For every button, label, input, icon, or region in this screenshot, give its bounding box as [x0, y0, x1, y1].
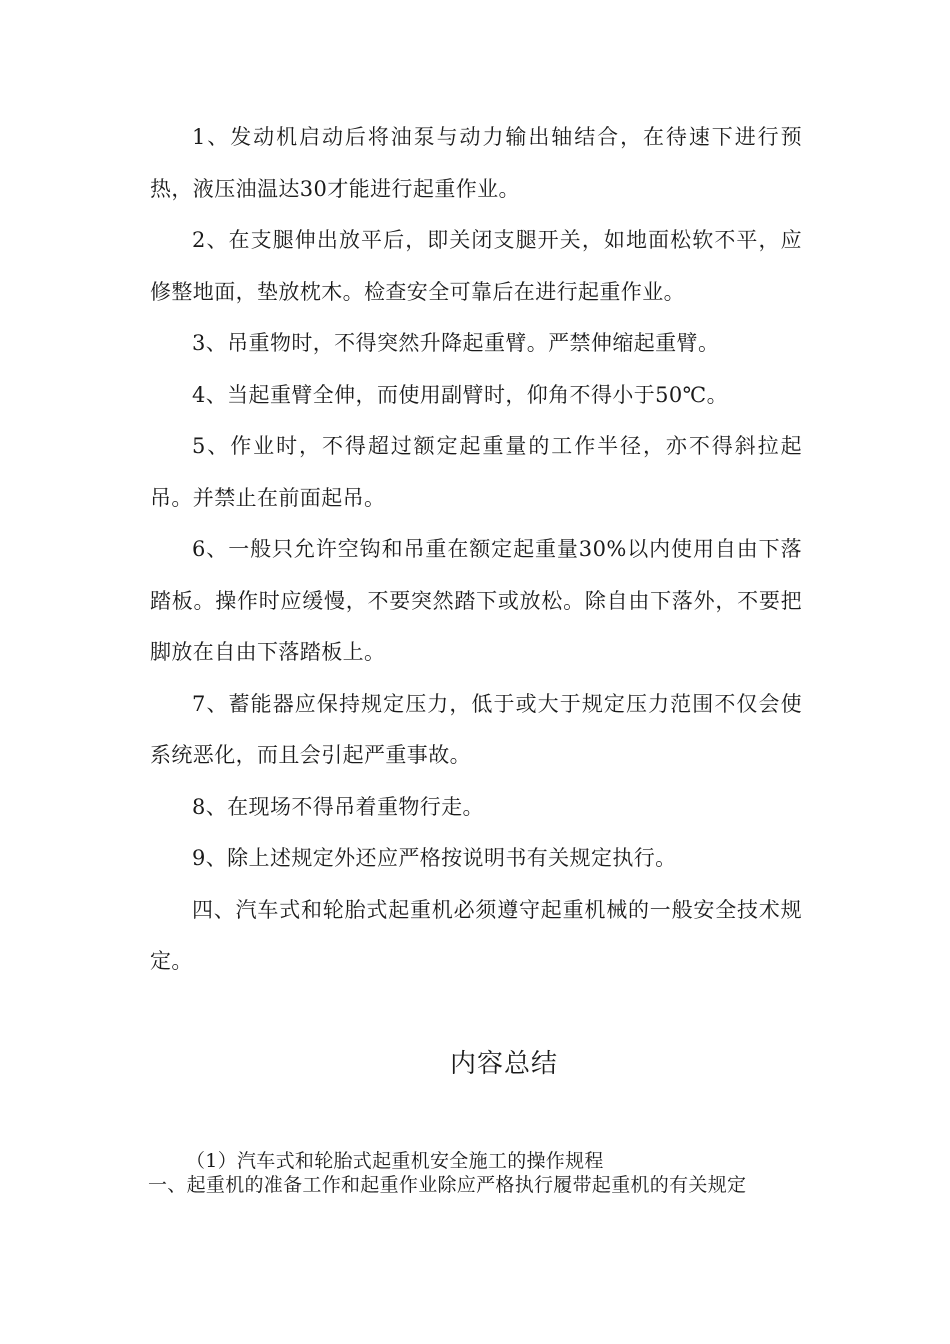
paragraph-4: 4、当起重臂全伸，而使用副臂时，仰角不得小于50℃。 — [192, 382, 728, 407]
summary-line: 一、起重机的准备工作和起重作业除应严格执行履带起重机的有关规定 — [148, 1174, 747, 1196]
paragraph-6: 6、一般只允许空钩和吊重在额定起重量30%以内使用自由下落踏板。操作时应缓慢，不要突然踏下或放松。除自由下落外，不要把脚放在自由下落踏板上。 — [150, 537, 802, 664]
paragraph-8: 8、在现场不得吊着重物行走。 — [192, 794, 484, 819]
summary-title: 内容总结 — [449, 1049, 558, 1079]
summary-subtitle: （1）汽车式和轮胎式起重机安全施工的操作规程 — [186, 1150, 604, 1172]
paragraph-7: 7、蓄能器应保持规定压力，低于或大于规定压力范围不仅会使系统恶化，而且会引起严重事故。 — [150, 691, 802, 767]
paragraph-1: 1、发动机启动后将油泵与动力输出轴结合，在待速下进行预热，液压油温达30才能进行起重作业。 — [150, 125, 802, 201]
paragraph-3: 3、吊重物时，不得突然升降起重臂。严禁伸缩起重臂。 — [192, 331, 720, 355]
body-text — [150, 112, 802, 988]
paragraph-2: 2、在支腿伸出放平后，即关闭支腿开关，如地面松软不平，应修整地面，垫放枕木。检查安全可靠后在进行起重作业。 — [150, 228, 802, 304]
paragraph-section-four: 四、汽车式和轮胎式起重机必须遵守起重机械的一般安全技术规定。 — [150, 897, 802, 973]
paragraph-9: 9、除上述规定外还应严格按说明书有关规定执行。 — [192, 846, 677, 870]
paragraph-5: 5、作业时，不得超过额定起重量的工作半径，亦不得斜拉起吊。并禁止在前面起吊。 — [150, 434, 802, 510]
